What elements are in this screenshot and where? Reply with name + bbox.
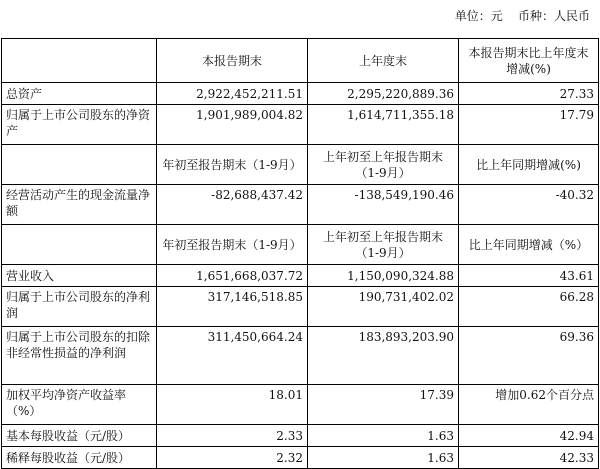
table-row xyxy=(2,105,599,145)
cell-value: 311,450,664.24 xyxy=(157,327,308,385)
table-row xyxy=(2,425,599,447)
cell-value: 190,731,402.02 xyxy=(308,287,459,327)
cell-value: 66.28 xyxy=(459,287,599,327)
cell-value: 1,901,989,004.82 xyxy=(157,105,308,145)
row-label: 归属于上市公司股东的净利润 xyxy=(2,287,157,327)
header-prior-ytd: 上年初至上年报告期末（1-9月） xyxy=(308,145,459,185)
cell-value: 1,651,668,037.72 xyxy=(157,265,308,287)
cell-value: 17.39 xyxy=(308,385,459,425)
cell-value: 27.33 xyxy=(459,83,599,105)
table-header-row xyxy=(2,145,599,185)
cell-value: 43.61 xyxy=(459,265,599,287)
cell-value: 2.33 xyxy=(157,425,308,447)
row-label: 基本每股收益（元/股） xyxy=(2,425,157,447)
row-label: 经营活动产生的现金流量净额 xyxy=(2,185,157,225)
cell-value: 183,893,203.90 xyxy=(308,327,459,385)
header-blank-cell xyxy=(2,39,157,83)
header-prior-ytd: 上年初至上年报告期末（1-9月） xyxy=(308,225,459,265)
header-blank-cell xyxy=(2,145,157,185)
header-prior-year-end: 上年度末 xyxy=(308,39,459,83)
cell-value: 69.36 xyxy=(459,327,599,385)
cell-value: 2,922,452,211.51 xyxy=(157,83,308,105)
cell-value: -40.32 xyxy=(459,185,599,225)
header-yoy-change: 比上年同期增减(%) xyxy=(459,145,599,185)
row-label: 加权平均净资产收益率（%） xyxy=(2,385,157,425)
row-label: 归属于上市公司股东的扣除非经常性损益的净利润 xyxy=(2,327,157,385)
header-current-period-end: 本报告期末 xyxy=(157,39,308,83)
cell-value: 2.32 xyxy=(157,447,308,469)
cell-value: 18.01 xyxy=(157,385,308,425)
row-label: 总资产 xyxy=(2,83,157,105)
unit-currency-note: 单位：元 币种：人民币 xyxy=(454,9,590,23)
table-row xyxy=(2,83,599,105)
header-yoy-change: 比上年同期增减（%） xyxy=(459,225,599,265)
cell-value: 1,150,090,324.88 xyxy=(308,265,459,287)
cell-value: 1.63 xyxy=(308,447,459,469)
cell-value: 42.33 xyxy=(459,447,599,469)
header-ytd: 年初至报告期末（1-9月） xyxy=(157,145,308,185)
cell-value: 17.79 xyxy=(459,105,599,145)
cell-value: 317,146,518.85 xyxy=(157,287,308,327)
cell-value: 42.94 xyxy=(459,425,599,447)
table-row xyxy=(2,447,599,469)
financial-summary-table xyxy=(1,38,599,469)
row-label: 营业收入 xyxy=(2,265,157,287)
cell-value: 2,295,220,889.36 xyxy=(308,83,459,105)
header-ytd: 年初至报告期末（1-9月） xyxy=(157,225,308,265)
table-row xyxy=(2,185,599,225)
cell-value: 1.63 xyxy=(308,425,459,447)
cell-value: -82,688,437.42 xyxy=(157,185,308,225)
cell-value: 1,614,711,355.18 xyxy=(308,105,459,145)
table-row xyxy=(2,287,599,327)
table-row xyxy=(2,327,599,385)
cell-value: -138,549,190.46 xyxy=(308,185,459,225)
cell-value: 增加0.62个百分点 xyxy=(459,385,599,425)
table-row xyxy=(2,385,599,425)
header-change-percent: 本报告期末比上年度末增减(%) xyxy=(459,39,599,83)
table-row xyxy=(2,265,599,287)
header-blank-cell xyxy=(2,225,157,265)
table-header-row xyxy=(2,39,599,83)
table-header-row xyxy=(2,225,599,265)
row-label: 归属于上市公司股东的净资产 xyxy=(2,105,157,145)
row-label: 稀释每股收益（元/股） xyxy=(2,447,157,469)
